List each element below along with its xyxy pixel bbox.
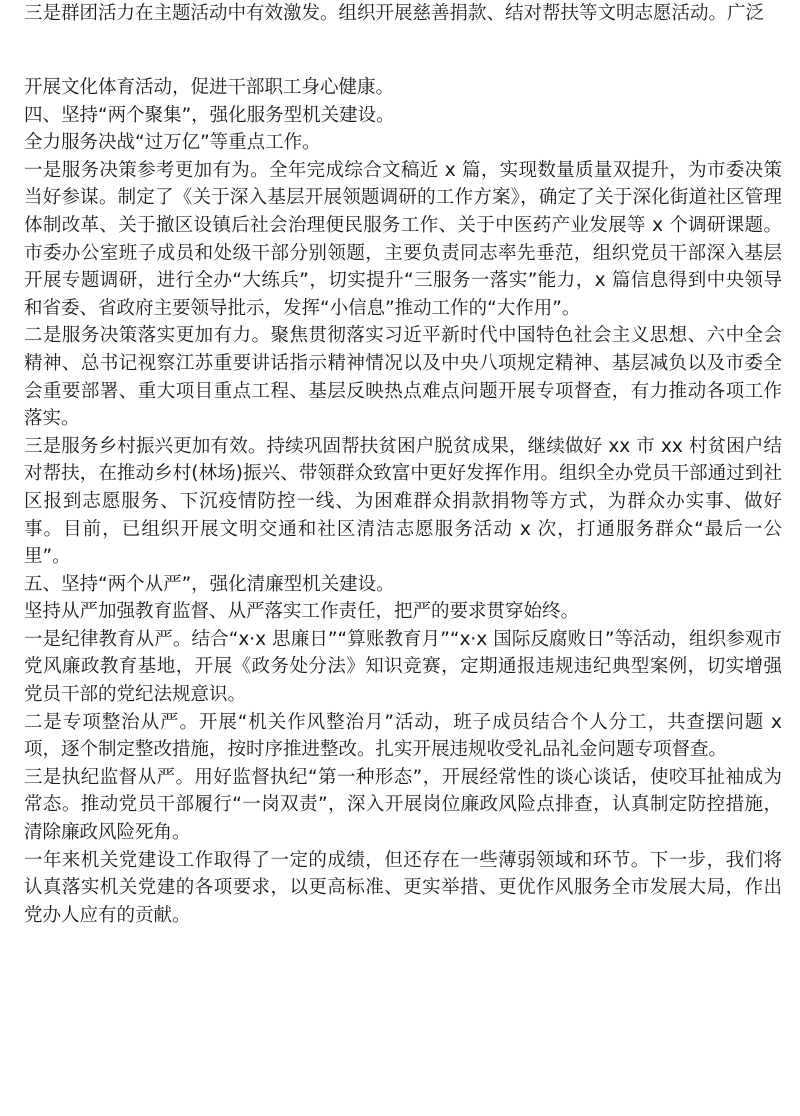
paragraph: 二是服务决策落实更加有力。聚焦贯彻落实习近平新时代中国特色社会主义思想、六中全会精神、总书记视察江苏重要讲话指示精神情况以及中央八项规定精神、基层减负以及市委全会重要部署、重大项目重点工程、基层反映热点难点问题开展专项督查，有力推动各项工作落实。: [24, 325, 782, 430]
paragraph: 开展文化体育活动，促进干部职工身心健康。: [24, 77, 395, 98]
paragraph-top: 三是群团活力在主题活动中有效激发。组织开展慈善捐款、结对帮扶等文明志愿活动。广泛: [24, 3, 765, 24]
paragraph: 一年来机关党建设工作取得了一定的成绩，但还存在一些薄弱领域和环节。下一步，我们将认真落实机关党建的各项要求，以更高标准、更实举措、更优作风服务全市发展大局，作出党办人应有的贡献。: [24, 849, 782, 926]
document-body: [24, 74, 782, 929]
paragraph: 全力服务决战“过万亿”等重点工作。: [24, 132, 321, 154]
paragraph: 三是执纪监督从严。用好监督执纪“第一种形态”，开展经常性的谈心谈话，使咬耳扯袖成为常态。推动党员干部履行“一岗双责”，深入开展岗位廉政风险点排查，认真制定防控措施，清除廉政风险死角。: [24, 766, 782, 844]
paragraph: 二是专项整治从严。开展“机关作风整治月”活动，班子成员结合个人分工，共查摆问题 x 项，逐个制定整改措施，按时序推进整改。扎实开展违规收受礼品礼金问题专项督查。: [24, 711, 782, 761]
top-text-line: [24, 0, 782, 28]
section-heading: 四、坚持“两个聚集”，强化服务型机关建设。: [24, 104, 395, 126]
paragraph: 一是纪律教育从严。结合“x·x 思廉日”“算账教育月”“x·x 国际反腐败日”等活动，组织参观市党风廉政教育基地，开展《政务处分法》知识竞赛，定期通报违规违纪典型案例，切实增强党员干部的党纪法规意识。: [24, 628, 782, 706]
paragraph: 一是服务决策参考更加有为。全年完成综合文稿近 x 篇，实现数量质量双提升，为市委决策当好参谋。制定了《关于深入基层开展领题调研的工作方案》，确定了关于深化街道社区管理体制改革、关于撤区设镇后社会治理便民服务工作、关于中医药产业发展等 x 个调研课题。市委办公室班子成员和处级干部分别领题，主要负责同志率先垂范，组织党员干部深入基层开展专题调研，进行全办“大练兵”，切实提升“三服务一落实”能力，x 篇信息得到中央领导和省委、省政府主要领导批示，发挥“小信息”推动工作的“大作用”。: [24, 159, 782, 319]
paragraph: 三是服务乡村振兴更加有效。持续巩固帮扶贫困户脱贫成果，继续做好 xx 市 xx 村贫困户结对帮扶，在推动乡村(林场)振兴、带领群众致富中更好发挥作用。组织全办党员干部通过到社区报到志愿服务、下沉疫情防控一线、为困难群众捐款捐物等方式，为群众办实事、做好事。目前，已组织开展文明交通和社区清洁志愿服务活动 x 次，打通服务群众“最后一公里”。: [24, 435, 782, 568]
paragraph: 坚持从严加强教育监督、从严落实工作责任，把严的要求贯穿始终。: [24, 601, 580, 623]
section-heading: 五、坚持“两个从严”，强化清廉型机关建设。: [24, 573, 395, 595]
